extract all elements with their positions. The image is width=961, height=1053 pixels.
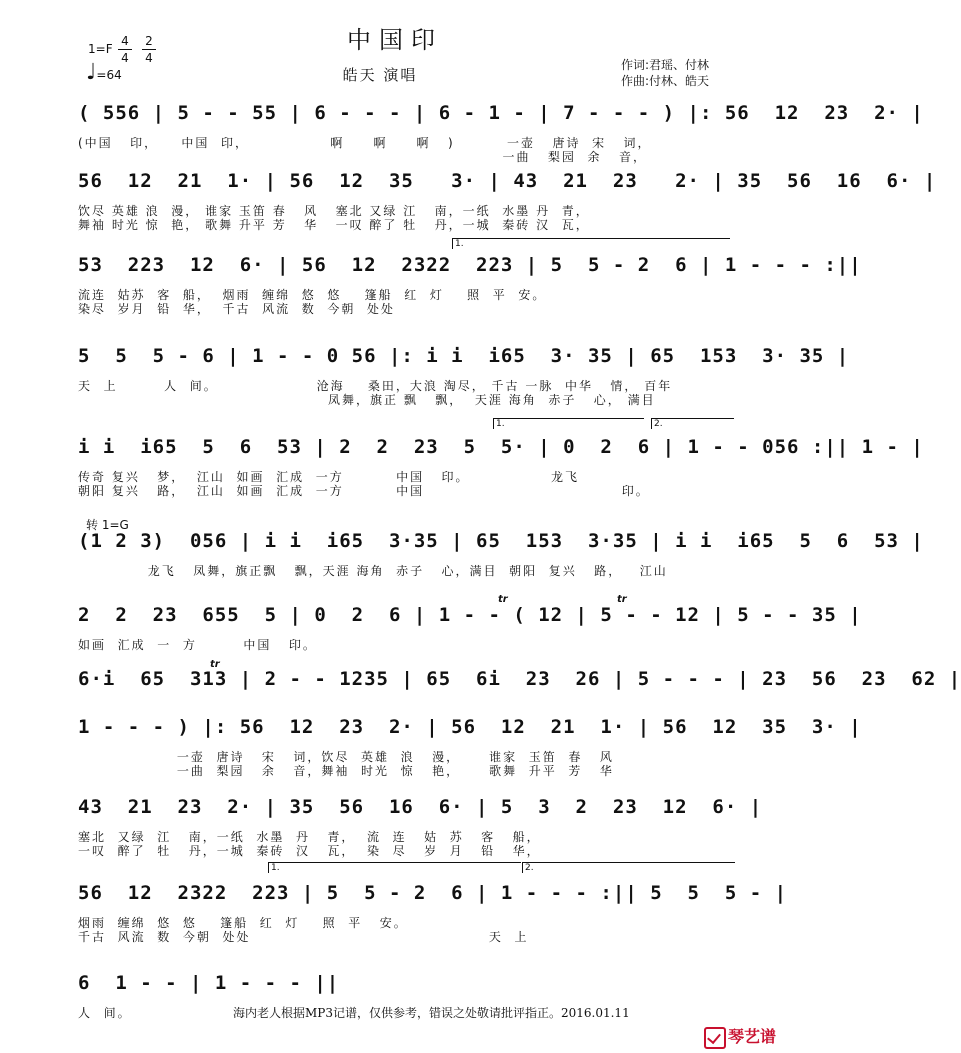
lyric-line: 龙飞 凤舞，旗正飘 飘，天涯 海角 赤子 心，满目 朝阳 复兴 路， 江山 bbox=[78, 564, 668, 578]
notation-line: ( 556 | 5 - - 55 | 6 - - - | 6 - 1 - | 7 - - - ) |: 56 12 23 2· | bbox=[78, 102, 924, 124]
volta-1: 1. bbox=[452, 238, 730, 249]
notation-line: 5 5 5 - 6 | 1 - - 0 56 |: i i i65 3· 35 | 65 153 3· 35 | bbox=[78, 345, 850, 367]
score-system bbox=[78, 170, 937, 206]
score-system bbox=[78, 972, 738, 1008]
lyric-line: 一叹 醉了 牡 丹，一城 秦砖 汉 瓦， 染 尽 岁 月 铅 华， bbox=[78, 844, 541, 858]
lyric-line: 朝阳 复兴 路， 江山 如画 汇成 一方 中国 印。 bbox=[78, 484, 650, 498]
composer-credit: 作曲:付林、皓天 bbox=[621, 74, 710, 88]
lyric-line: 人 间。 bbox=[78, 1006, 132, 1020]
lyric-line: 一曲 梨园 余 音，舞袖 时光 惊 艳， 歌舞 升平 芳 华 bbox=[78, 764, 614, 778]
time-signature-b: 2 4 bbox=[142, 34, 156, 65]
notation-line: 1 - - - ) |: 56 12 23 2· | 56 12 21 1· | 56 12 35 3· | bbox=[78, 716, 862, 738]
score-system bbox=[78, 716, 862, 752]
modulation-mark: 转 1=G bbox=[86, 518, 129, 532]
notation-line: 56 12 2322 223 | 5 5 - 2 6 | 1 - - - :|| 5 5 5 - | bbox=[78, 882, 788, 904]
lyric-line: 千古 风流 数 今朝 处处 天 上 bbox=[78, 930, 529, 944]
tempo-mark: ♩=64 bbox=[86, 60, 122, 85]
notation-line: 2 2 23 655 5 | 0 2 6 | 1 - - ( 12 | 5 - - 12 | 5 - - 35 | bbox=[78, 604, 862, 626]
score-system bbox=[78, 102, 924, 138]
quarter-note-icon: ♩ bbox=[86, 60, 97, 85]
notation-line: (1 2 3) 056 | i i i65 3·35 | 65 153 3·35 | i i i65 5 6 53 | bbox=[78, 530, 924, 552]
song-title: 中国印 bbox=[347, 26, 443, 54]
singer-credit: 皓天 演唱 bbox=[342, 66, 418, 84]
lyric-line: 传奇 复兴 梦， 江山 如画 汇成 一方 中国 印。 龙飞 bbox=[78, 470, 579, 484]
trill-mark: tr bbox=[210, 659, 220, 670]
score-system bbox=[78, 604, 862, 640]
volta-2: 2. bbox=[651, 418, 734, 429]
notation-line: 6 1 - - | 1 - - - || bbox=[78, 972, 340, 994]
lyric-line: 烟雨 缠绵 悠 悠 篷船 红 灯 照 平 安。 bbox=[78, 916, 408, 930]
key-signature: 1=F bbox=[88, 42, 113, 56]
lyric-line: 一曲 梨园 余 音， bbox=[78, 150, 647, 164]
notation-line: 6·i 65 313 | 2 - - 1235 | 65 6i 23 26 | 5 - - - | 23 56 23 62 | bbox=[78, 668, 961, 690]
score-system bbox=[78, 530, 924, 566]
lyric-line: 流连 姑苏 客 船， 烟雨 缠绵 悠 悠 篷船 红 灯 照 平 安。 bbox=[78, 288, 547, 302]
transcriber-note: 海内老人根据MP3记谱，仅供参考，错误之处敬请批评指正。2016.01.11 bbox=[233, 1006, 630, 1020]
lyric-line: (中国 印， 中国 印， 啊 啊 啊 ) 一壶 唐诗 宋 词， bbox=[78, 136, 652, 150]
lyric-line: 染尽 岁月 铅 华， 千古 风流 数 今朝 处处 bbox=[78, 302, 396, 316]
notation-line: 43 21 23 2· | 35 56 16 6· | 5 3 2 23 12 6· | bbox=[78, 796, 763, 818]
time-signature-a: 4 4 bbox=[118, 34, 132, 65]
lyricist-credit: 作词:君瑶、付林 bbox=[621, 58, 710, 72]
score-system bbox=[78, 882, 788, 918]
notation-line: i i i65 5 6 53 | 2 2 23 5 5· | 0 2 6 | 1 - - 056 :|| 1 - | bbox=[78, 436, 924, 458]
site-logo: 琴艺谱 bbox=[704, 1024, 776, 1049]
lyric-line: 饮尽 英雄 浪 漫， 谁家 玉笛 春 风 塞北 又绿 江 南，一纸 水墨 丹 青， bbox=[78, 204, 590, 218]
volta-1: 1. bbox=[268, 862, 521, 873]
trill-mark: tr bbox=[617, 594, 627, 605]
notation-line: 53 223 12 6· | 56 12 2322 223 | 5 5 - 2 6 | 1 - - - :|| bbox=[78, 254, 862, 276]
score-system bbox=[78, 254, 862, 290]
score-system bbox=[78, 668, 961, 704]
trill-mark: tr bbox=[498, 594, 508, 605]
lyric-line: 塞北 又绿 江 南，一纸 水墨 丹 青， 流 连 姑 苏 客 船， bbox=[78, 830, 541, 844]
volta-1: 1. bbox=[493, 418, 644, 429]
notation-line: 56 12 21 1· | 56 12 35 3· | 43 21 23 2· | 35 56 16 6· | bbox=[78, 170, 937, 192]
lyric-line: 凤舞，旗正 飘 飘， 天涯 海角 赤子 心， 满目 bbox=[78, 393, 656, 407]
score-system bbox=[78, 796, 763, 832]
score-system bbox=[78, 436, 924, 472]
score-system bbox=[78, 345, 850, 381]
lyric-line: 一壶 唐诗 宋 词，饮尽 英雄 浪 漫， 谁家 玉笛 春 风 bbox=[78, 750, 614, 764]
volta-2: 2. bbox=[522, 862, 735, 873]
lyric-line: 天 上 人 间。 沧海 桑田，大浪 淘尽， 千古 一脉 中华 情， 百年 bbox=[78, 379, 673, 393]
lyric-line: 舞袖 时光 惊 艳， 歌舞 升平 芳 华 一叹 醉了 牡 丹，一城 秦砖 汉 瓦， bbox=[78, 218, 590, 232]
logo-icon bbox=[704, 1027, 726, 1049]
lyric-line: 如画 汇成 一 方 中国 印。 bbox=[78, 638, 317, 652]
